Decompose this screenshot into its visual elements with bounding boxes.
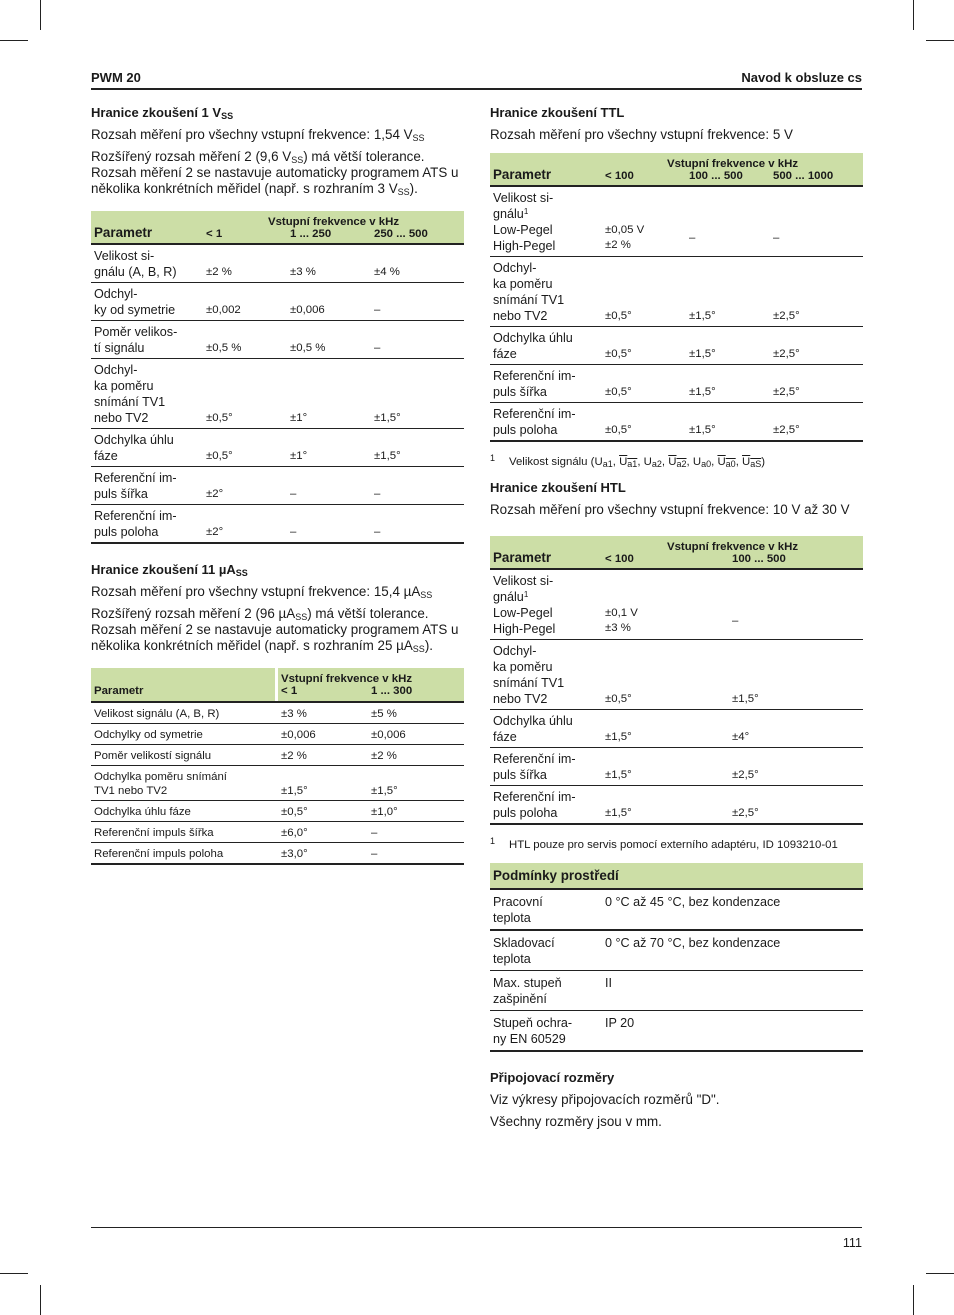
table-cell-value: ±0,1 V ±3 %	[602, 605, 729, 640]
paragraph: Rozsah měření pro všechny vstupní frekvence: 5 V	[490, 127, 793, 142]
table-cell-param: Velikost si- gnálu (A, B, R)	[91, 244, 203, 283]
table-row	[91, 745, 464, 766]
table-cell-param: Max. stupeň zašpinění	[490, 971, 602, 1011]
table-cell-value: ±0,5°	[203, 429, 287, 467]
table-cell-param: Velikost si- gnálu$^1$	[490, 186, 602, 222]
table-cell-value: ±2,5°	[770, 257, 863, 327]
table-row	[490, 971, 863, 1011]
table-cell-value: –	[368, 822, 464, 843]
table-header-group: Vstupní frekvence v kHz	[602, 536, 863, 553]
table-row	[490, 327, 863, 365]
table-cell-value: ±0,5°	[602, 365, 686, 403]
table-cell-value: ±3 %	[278, 702, 368, 724]
table-row	[490, 403, 863, 442]
table-cell-param: Stupeň ochra- ny EN 60529	[490, 1011, 602, 1052]
table-cell-value: ±1,0°	[368, 801, 464, 822]
table-cell-param: Odchyl- ka poměru snímání TV1 nebo TV2	[490, 257, 602, 327]
table-cell-value: ±1,5°	[686, 403, 770, 442]
table-cell-value: ±1,5°	[602, 748, 729, 786]
table-cell-value: ±4 %	[371, 244, 464, 283]
table-row	[490, 1011, 863, 1052]
table-cell-value: ±1,5°	[686, 257, 770, 327]
table-row	[91, 724, 464, 745]
table-cell-value: ±4°	[729, 710, 863, 748]
table-cell-param: Skladovací teplota	[490, 930, 602, 971]
paragraph: Viz výkresy připojovacích rozměrů "D".	[490, 1092, 720, 1107]
table-cell-param: Low-Pegel High-Pegel	[490, 605, 602, 640]
table-row	[91, 801, 464, 822]
table-cell-param: Referenční impuls šířka	[91, 822, 275, 843]
table-cell-value: ±3,0°	[278, 843, 368, 865]
crop-mark	[0, 40, 28, 41]
table-cell-value: –	[770, 222, 863, 257]
paragraph: Rozsah měření pro všechny vstupní frekvence: 10 V až 30 V	[490, 502, 850, 517]
table-cell-value: ±6,0°	[278, 822, 368, 843]
section-title-1vss: Hranice zkoušení 1 $V_{SS}$	[91, 105, 234, 121]
table-cell-value: –	[371, 467, 464, 505]
table-row	[490, 930, 863, 971]
table-row	[490, 710, 863, 748]
table-header-col: 100 ... 500	[729, 553, 863, 569]
table-cell-value: –	[368, 843, 464, 865]
table-row	[490, 365, 863, 403]
table-cell-param: Referenční im- puls šířka	[490, 365, 602, 403]
table-cell-param: Pracovní teplota	[490, 889, 602, 930]
table-body	[490, 186, 863, 441]
paragraph: Rozsah měření 2 se nastavuje automaticky programem ATS u několika konkrétních měřidel (např. s rozhraním 25 µA$_{SS}$).	[91, 622, 459, 654]
table-row	[91, 429, 464, 467]
table-cell-value: ±0,006	[278, 724, 368, 745]
table-row	[490, 222, 863, 257]
table-cell-param: Referenční im- puls šířka	[490, 748, 602, 786]
table-cell-param: Low-Pegel High-Pegel	[490, 222, 602, 257]
table-cell-value: –	[686, 222, 770, 257]
crop-mark	[40, 0, 41, 30]
table-cell-value: ±2 %	[368, 745, 464, 766]
table-row	[91, 766, 464, 801]
table-row	[91, 467, 464, 505]
table-row	[490, 186, 863, 222]
table-row	[91, 321, 464, 359]
table-cell-value: ±5 %	[368, 702, 464, 724]
environment-title: Podmínky prostředí	[490, 863, 863, 889]
table-cell-value: ±1,5°	[371, 359, 464, 429]
tolerance-table-ttl	[490, 153, 863, 442]
table-cell-param: Odchylka úhlu fáze	[91, 801, 275, 822]
table-header-col: 100 ... 500	[686, 170, 770, 186]
table-cell-value: ±1,5°	[368, 766, 464, 801]
table-header-col: < 1	[278, 685, 368, 702]
table-cell-value: –	[287, 467, 371, 505]
table-cell-value: 0 °C až 70 °C, bez kondenzace	[602, 930, 863, 971]
crop-mark	[926, 40, 954, 41]
table-cell-param: Referenční im- puls poloha	[490, 403, 602, 442]
table-cell-value: ±1,5°	[602, 786, 729, 825]
paragraph: Rozšířený rozsah měření 2 (9,6 $V_{SS}$) má větší tolerance.	[91, 149, 425, 165]
table-cell-param: Odchyl- ka poměru snímání TV1 nebo TV2	[490, 640, 602, 710]
table-cell-value: –	[287, 505, 371, 544]
section-title-htl: Hranice zkoušení HTL	[490, 480, 626, 495]
table-cell-param: Referenční im- puls poloha	[490, 786, 602, 825]
paragraph: Rozšířený rozsah měření 2 (96 µA$_{SS}$) má větší tolerance.	[91, 606, 429, 622]
paragraph: Všechny rozměry jsou v mm.	[490, 1114, 662, 1129]
section-title-connection: Připojovací rozměry	[490, 1070, 615, 1085]
table-cell-param: Odchylky od symetrie	[91, 724, 275, 745]
header-product: PWM 20	[91, 70, 141, 85]
right-column	[490, 105, 863, 1136]
table-cell-param: Velikost si- gnálu$^1$	[490, 569, 602, 605]
table-cell-value: ±2 %	[278, 745, 368, 766]
table-header-param: Parametr	[490, 536, 602, 569]
table-row	[490, 569, 863, 605]
table-cell-value: ±0,002	[203, 283, 287, 321]
table-cell-param: Velikost signálu (A, B, R)	[91, 702, 275, 724]
table-row	[91, 244, 464, 283]
crop-mark	[913, 1285, 914, 1315]
page-number: 111	[842, 1236, 862, 1250]
footnote-htl: 1 HTL pouze pro servis pomocí externího adaptéru, ID 1093210-01	[490, 836, 838, 851]
table-header-col: 1 ... 300	[368, 685, 464, 702]
paragraph: Rozsah měření pro všechny vstupní frekvence: 1,54 $V_{SS}$	[91, 127, 425, 143]
table-cell-param: Odchyl- ka poměru snímání TV1 nebo TV2	[91, 359, 203, 429]
crop-mark	[926, 1273, 954, 1274]
table-cell-value: –	[371, 505, 464, 544]
crop-mark	[40, 1285, 41, 1315]
table-cell-param: Poměr velikostí signálu	[91, 745, 275, 766]
table-cell-param: Odchylka úhlu fáze	[490, 327, 602, 365]
tolerance-table-11uass	[91, 668, 464, 865]
table-cell-value: ±1,5°	[686, 327, 770, 365]
table-row	[490, 640, 863, 710]
table-row	[490, 257, 863, 327]
table-row	[490, 748, 863, 786]
table-cell-param: Odchyl- ky od symetrie	[91, 283, 203, 321]
table-cell-value: ±0,006	[368, 724, 464, 745]
table-header-group: Vstupní frekvence v kHz	[203, 211, 464, 228]
table-row	[91, 283, 464, 321]
section-title-ttl: Hranice zkoušení TTL	[490, 105, 625, 120]
table-cell-value: –	[729, 605, 863, 640]
table-cell-value: ±1,5°	[602, 710, 729, 748]
table-row	[91, 702, 464, 724]
table-cell-param: Odchylka úhlu fáze	[490, 710, 602, 748]
table-body	[91, 244, 464, 543]
table-cell-value: ±2,5°	[770, 365, 863, 403]
table-cell-value: –	[371, 283, 464, 321]
footnote-ttl: 1 Velikost signálu ($U_{a1}$, $U_{a1}$, $U_{a2}$, $U_{a2}$, $U_{a0}$, $U_{a0}$, $U_{aS}$)	[490, 453, 766, 469]
table-cell-value: II	[602, 971, 863, 1011]
footnote-text: Velikost signálu ($U_{a1}$, $U_{a1}$, $U_{a2}$, $U_{a2}$, $U_{a0}$, $U_{a0}$, $U_{aS}$)	[509, 456, 766, 469]
table-cell-value: ±2°	[203, 467, 287, 505]
crop-mark	[0, 1273, 28, 1274]
table-row	[91, 359, 464, 429]
table-cell-value: ±2°	[203, 505, 287, 544]
table-cell-param: Poměr velikos- tí signálu	[91, 321, 203, 359]
page-header	[91, 68, 862, 90]
paragraph: Rozsah měření 2 se nastavuje automaticky programem ATS u několika konkrétních měřidel (např. s rozhraním 3 $V_{SS}$).	[91, 165, 459, 197]
table-row	[490, 889, 863, 930]
table-header-col: < 100	[602, 170, 686, 186]
table-cell-param: Odchylka úhlu fáze	[91, 429, 203, 467]
table-body	[490, 569, 863, 824]
footnote-text: HTL pouze pro servis pomocí externího adaptéru, ID 1093210-01	[509, 839, 838, 851]
table-header-param: Parametr	[91, 211, 203, 244]
table-cell-value: ±1,5°	[278, 766, 368, 801]
table-cell-value: ±1°	[287, 359, 371, 429]
tolerance-table-1vss	[91, 211, 464, 544]
paragraph: Rozsah měření pro všechny vstupní frekvence: 15,4 µA$_{SS}$	[91, 584, 433, 600]
table-cell-value: 0 °C až 45 °C, bez kondenzace	[602, 889, 863, 930]
table-cell-value: ±1°	[287, 429, 371, 467]
table-cell-value: ±2,5°	[729, 748, 863, 786]
crop-mark	[913, 0, 914, 30]
table-cell-value: ±0,5°	[602, 640, 729, 710]
table-cell-value: ±2,5°	[770, 403, 863, 442]
table-cell-value: ±1,5°	[371, 429, 464, 467]
environment-table	[490, 863, 863, 1052]
table-cell-value: ±0,5 %	[203, 321, 287, 359]
table-row	[91, 505, 464, 544]
table-cell-param: Referenční im- puls poloha	[91, 505, 203, 544]
table-cell-value: ±0,5°	[602, 257, 686, 327]
table-body	[91, 702, 464, 864]
table-cell-value: ±2,5°	[729, 786, 863, 825]
table-header-param: Parametr	[490, 153, 602, 186]
page-footer	[91, 1227, 862, 1250]
table-cell-value: ±0,5 %	[287, 321, 371, 359]
table-cell-value: ±0,006	[287, 283, 371, 321]
table-cell-value: IP 20	[602, 1011, 863, 1052]
table-cell-value: ±0,5°	[203, 359, 287, 429]
table-header-param: Parametr	[91, 668, 275, 702]
table-header-col: < 100	[602, 553, 729, 569]
table-cell-value: ±1,5°	[686, 365, 770, 403]
table-body	[490, 889, 863, 1051]
table-cell-value: –	[371, 321, 464, 359]
table-header-group: Vstupní frekvence v kHz	[278, 668, 464, 685]
table-cell-value: ±1,5°	[729, 640, 863, 710]
table-header-col: 500 ... 1000	[770, 170, 863, 186]
table-header-group: Vstupní frekvence v kHz	[602, 153, 863, 170]
table-cell-value: ±0,5°	[602, 327, 686, 365]
table-row	[490, 786, 863, 825]
table-cell-value: ±2,5°	[770, 327, 863, 365]
table-row	[91, 822, 464, 843]
table-header-col: < 1	[203, 228, 287, 244]
table-cell-param: Odchylka poměru snímání TV1 nebo TV2	[91, 766, 275, 801]
table-row	[91, 843, 464, 865]
table-cell-value: ±0,05 V ±2 %	[602, 222, 686, 257]
table-cell-value: ±0,5°	[278, 801, 368, 822]
table-cell-value: ±3 %	[287, 244, 371, 283]
table-cell-param: Referenční impuls poloha	[91, 843, 275, 865]
tolerance-table-htl	[490, 536, 863, 825]
table-cell-param: Referenční im- puls šířka	[91, 467, 203, 505]
section-title-11uass: Hranice zkoušení 11 µA$_{SS}$	[91, 562, 248, 578]
left-column	[91, 105, 464, 865]
table-header-col: 1 ... 250	[287, 228, 371, 244]
table-cell-value: ±0,5°	[602, 403, 686, 442]
table-header-col: 250 ... 500	[371, 228, 464, 244]
table-cell-value: ±2 %	[203, 244, 287, 283]
table-row	[490, 605, 863, 640]
header-manual-title: Navod k obsluze cs	[741, 70, 862, 85]
